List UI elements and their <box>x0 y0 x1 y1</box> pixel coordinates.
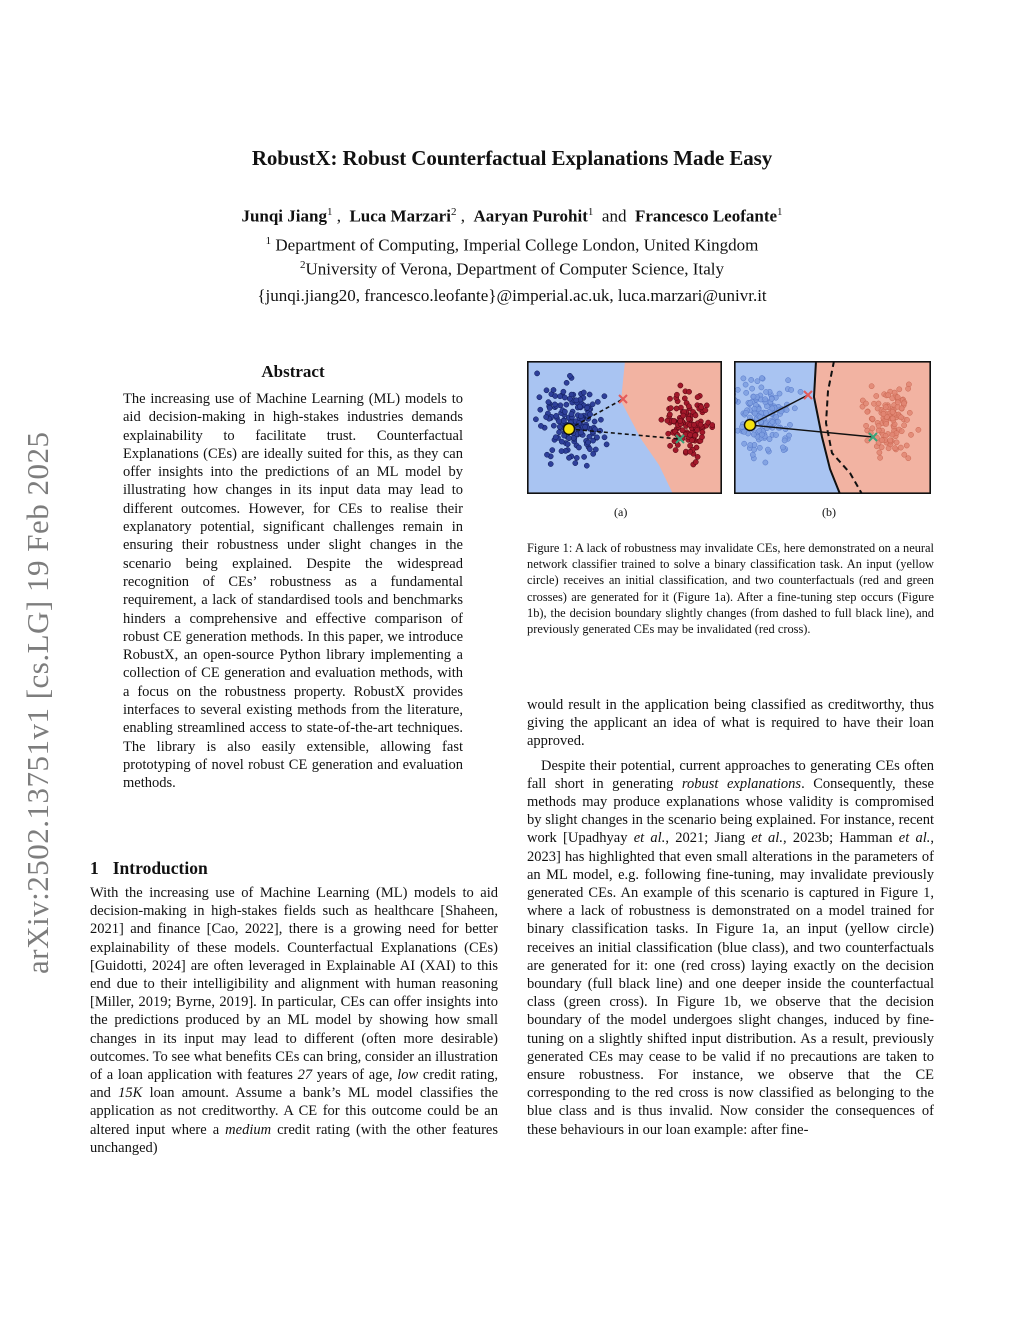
scatter-point <box>533 417 538 422</box>
scatter-point <box>587 447 592 452</box>
scatter-point <box>752 447 757 452</box>
scatter-point <box>574 398 579 403</box>
intro-medium: medium <box>225 1121 272 1138</box>
scatter-point <box>668 443 673 448</box>
et-al: et al. <box>751 830 783 847</box>
scatter-point <box>742 429 747 434</box>
scatter-point <box>668 406 673 411</box>
scatter-point <box>675 442 680 447</box>
scatter-point <box>673 448 678 453</box>
scatter-point <box>763 460 768 465</box>
scatter-point <box>786 378 791 383</box>
scatter-point <box>782 438 787 443</box>
scatter-point <box>538 423 543 428</box>
scatter-point <box>553 435 558 440</box>
scatter-point <box>544 414 549 419</box>
scatter-point <box>759 376 764 381</box>
scatter-point <box>562 395 567 400</box>
scatter-point <box>890 416 895 421</box>
scatter-point <box>877 450 882 455</box>
scatter-point <box>567 396 572 401</box>
author-affil-mark: 1 <box>587 206 594 218</box>
scatter-point <box>870 426 875 431</box>
scatter-point <box>695 454 700 459</box>
scatter-point <box>879 445 884 450</box>
scatter-point <box>770 406 775 411</box>
scatter-point <box>750 386 755 391</box>
scatter-point <box>907 410 912 415</box>
scatter-point <box>743 382 748 387</box>
author-separator: , <box>460 206 465 226</box>
input-point <box>564 424 575 435</box>
intro-rating: low <box>397 1067 419 1084</box>
scatter-point <box>693 459 698 464</box>
scatter-point <box>562 409 567 414</box>
scatter-point <box>544 452 549 457</box>
scatter-point <box>567 373 572 378</box>
scatter-point <box>876 401 881 406</box>
scatter-point <box>735 387 740 392</box>
scatter-point <box>553 393 558 398</box>
para-text: . Consequently, these methods may produce explanations whose validity is compromised by slight changes in the scenario being explained. For instance, recent work [Upadhyay <box>527 775 934 847</box>
affil-text: Department of Computing, Imperial College London, United Kingdom <box>271 235 759 255</box>
scatter-point <box>787 422 792 427</box>
intro-text: With the increasing use of Machine Learning (ML) models to aid decision-making in high-stakes fields such as healthcare [Shaheen, 2021] and finance [Cao, 2022], there is a growing need for better explainability of these models. Counterfactual Explanations (CEs) [Guidotti, 2024] are often leveraged in Explainable AI (XAI) to this end due to their intelligibility and alignment with human reasoning [Miller, 2019; Byrne, 2019]. In particular, CEs can offer insights into the predictions produced by an ML model by showing how small changes in its input may lead to different (often more desirable) outcomes. To see what benefits CEs can bring, consider an illustration of a loan application with features <box>90 885 498 1084</box>
scatter-point <box>757 445 762 450</box>
scatter-point <box>598 417 603 422</box>
scatter-point <box>698 422 703 427</box>
scatter-point <box>865 409 870 414</box>
scatter-point <box>594 435 599 440</box>
scatter-point <box>710 422 715 427</box>
et-al: et al. <box>633 830 666 847</box>
scatter-point <box>906 456 911 461</box>
scatter-point <box>538 407 543 412</box>
section-heading <box>90 858 208 879</box>
scatter-point <box>688 432 693 437</box>
scatter-point <box>773 432 778 437</box>
para-text: , 2021; Jiang <box>665 830 752 847</box>
paragraph-robustness <box>527 757 934 1139</box>
author-affil-mark: 1 <box>777 206 783 218</box>
scatter-point <box>564 380 569 385</box>
scatter-point <box>666 431 671 436</box>
author-name: Luca Marzari <box>349 206 451 226</box>
scatter-point <box>765 447 770 452</box>
scatter-point <box>678 383 683 388</box>
scatter-point <box>744 390 749 395</box>
scatter-point <box>557 424 562 429</box>
scatter-point <box>576 445 581 450</box>
intro-text: loan amount. Assume a bank’s ML model classifies the application as not creditworthy. A CE for this outcome could be an altered input where a <box>90 1085 498 1138</box>
scatter-point <box>565 442 570 447</box>
scatter-point <box>869 384 874 389</box>
scatter-point <box>566 436 571 441</box>
author-list <box>0 206 1024 227</box>
scatter-point <box>704 403 709 408</box>
scatter-point <box>749 377 754 382</box>
intro-text: credit rating, and <box>90 1067 498 1102</box>
abstract-text: The increasing use of Machine Learning (ML) models to aid decision-making in high-stakes industries demands explainability to facilitate trust. Counterfactual Explanations (CEs) are ideally suited for this, as they can offer insights into the predictions of an ML model by illustrating how changes in its input data may lead to different outcomes. However, for CEs to realise their explanatory potential, significant challenges remain in ensuring their robustness under slight changes in the scenario being explained. Despite the widespread recognition of CEs’ robustness as a fundamental requirement, a lack of standardised tools and benchmarks hinders a comprehensive and effective comparison of robust CE generation methods. In this paper, we introduce RobustX, an open-source Python library implementing a collection of CE generation and evaluation methods, with a focus on the robustness property. RobustX provides interfaces to several existing methods from the literature, enabling streamlined access to state-of-the-art techniques. The library is also easily extensible, allowing fast prototyping of novel robust CE generation and evaluation methods. <box>123 391 463 792</box>
author-name: Aaryan Purohit <box>473 206 588 226</box>
scatter-point <box>898 445 903 450</box>
paragraph-continued: would result in the application being classified as creditworthy, thus giving the applicant an idea of what is required to have their loan approved. <box>527 697 934 750</box>
scatter-point <box>890 409 895 414</box>
scatter-point <box>784 407 789 412</box>
scatter-point <box>667 396 672 401</box>
scatter-point <box>763 397 768 402</box>
scatter-point <box>888 438 893 443</box>
scatter-point <box>586 440 591 445</box>
scatter-point <box>577 404 582 409</box>
scatter-point <box>908 432 913 437</box>
scatter-point <box>593 447 598 452</box>
abstract-heading: Abstract <box>261 362 325 381</box>
scatter-point <box>556 419 561 424</box>
scatter-point <box>671 418 676 423</box>
figure-caption: Figure 1: A lack of robustness may invalidate CEs, here demonstrated on a neural network classifier trained to solve a binary classification task. An input (yellow circle) receives an initial classification, and two counterfactuals (red and green crosses) are generated for it (Figure 1a). After a fine-tuning step occurs (Figure 1b), the decision boundary slightly changes (from dashed to full black line), and previously generated CEs may be invalidated (red cross). <box>527 541 934 637</box>
scatter-point <box>775 419 780 424</box>
scatter-point <box>686 416 691 421</box>
scatter-point <box>870 416 875 421</box>
scatter-point <box>863 401 868 406</box>
scatter-point <box>681 413 686 418</box>
scatter-point <box>604 442 609 447</box>
subfigure-label-a: (a) <box>614 505 628 519</box>
arxiv-stamp <box>20 354 55 974</box>
scatter-point <box>901 401 906 406</box>
scatter-point <box>693 433 698 438</box>
scatter-point <box>551 423 556 428</box>
scatter-point <box>573 461 578 466</box>
scatter-point <box>876 423 881 428</box>
scatter-point <box>763 410 768 415</box>
scatter-point <box>699 435 704 440</box>
figure-1b-plot <box>734 361 931 494</box>
scatter-point <box>895 395 900 400</box>
scatter-point <box>559 439 564 444</box>
scatter-point <box>546 400 551 405</box>
scatter-point <box>906 386 911 391</box>
scatter-point <box>895 400 900 405</box>
author-emails: {junqi.jiang20, francesco.leofante}@imperial.ac.uk, luca.marzari@univr.it <box>257 286 767 305</box>
scatter-point <box>741 376 746 381</box>
scatter-point <box>602 394 607 399</box>
scatter-point <box>590 402 595 407</box>
scatter-point <box>780 445 785 450</box>
scatter-point <box>700 430 705 435</box>
scatter-point <box>789 387 794 392</box>
scatter-point <box>899 415 904 420</box>
scatter-point <box>874 393 879 398</box>
scatter-point <box>578 414 583 419</box>
scatter-point <box>894 440 899 445</box>
scatter-point <box>748 400 753 405</box>
scatter-point <box>659 417 664 422</box>
scatter-point <box>583 425 588 430</box>
scatter-point <box>559 449 564 454</box>
scatter-point <box>890 432 895 437</box>
scatter-point <box>551 387 556 392</box>
scatter-point <box>770 419 775 424</box>
scatter-point <box>777 391 782 396</box>
subfigure-label-b: (b) <box>822 505 836 519</box>
scatter-point <box>699 405 704 410</box>
scatter-point <box>751 432 756 437</box>
scatter-point <box>759 385 764 390</box>
scatter-point <box>588 412 593 417</box>
scatter-point <box>592 419 597 424</box>
para-emphasis: robust explanations <box>681 775 802 792</box>
scatter-point <box>582 454 587 459</box>
scatter-point <box>792 406 797 411</box>
paper-title: RobustX: Robust Counterfactual Explanations Made Easy <box>251 146 773 170</box>
scatter-point <box>883 405 888 410</box>
scatter-point <box>892 390 897 395</box>
scatter-point <box>689 438 694 443</box>
scatter-point <box>544 388 549 393</box>
para-text: , 2023b; Hamman <box>782 830 899 847</box>
scatter-point <box>558 394 563 399</box>
scatter-point <box>535 371 540 376</box>
author-separator: , <box>336 206 341 226</box>
scatter-point <box>537 395 542 400</box>
intro-amount: 15K <box>118 1085 143 1102</box>
figure-1a-plot <box>527 361 722 494</box>
scatter-point <box>884 421 889 426</box>
scatter-point <box>587 392 592 397</box>
section-title: Introduction <box>112 858 208 878</box>
scatter-point <box>904 443 909 448</box>
scatter-point <box>550 448 555 453</box>
scatter-point <box>554 413 559 418</box>
scatter-point <box>595 399 600 404</box>
scatter-point <box>574 455 579 460</box>
arxiv-id: arXiv:2502.13751v1 [cs.LG] 19 Feb 2025 <box>20 431 55 974</box>
scatter-point <box>742 441 747 446</box>
affil-mark: 1 <box>265 235 272 247</box>
scatter-point <box>667 412 672 417</box>
scatter-point <box>548 461 553 466</box>
scatter-point <box>748 442 753 447</box>
scatter-point <box>693 413 698 418</box>
author-name: Junqi Jiang <box>241 206 327 226</box>
scatter-point <box>759 432 764 437</box>
input-point <box>745 420 756 431</box>
scatter-point <box>892 446 897 451</box>
scatter-point <box>547 405 552 410</box>
scatter-point <box>755 379 760 384</box>
scatter-point <box>688 443 693 448</box>
scatter-point <box>899 429 904 434</box>
section-number: 1 <box>90 858 99 878</box>
scatter-point <box>879 438 884 443</box>
scatter-point <box>585 405 590 410</box>
scatter-point <box>916 427 921 432</box>
scatter-point <box>569 412 574 417</box>
scatter-point <box>752 406 757 411</box>
scatter-point <box>584 463 589 468</box>
author-affil-mark: 2 <box>450 206 457 218</box>
scatter-point <box>674 392 679 397</box>
scatter-point <box>678 418 683 423</box>
scatter-point <box>886 393 891 398</box>
author-and: and <box>601 206 627 226</box>
author-affil-mark: 1 <box>326 206 333 218</box>
scatter-point <box>878 455 883 460</box>
intro-text: years of age, <box>312 1067 398 1084</box>
scatter-point <box>695 427 700 432</box>
scatter-point <box>767 437 772 442</box>
scatter-point <box>743 410 748 415</box>
affil-text: University of Verona, Department of Computer Science, Italy <box>305 259 724 279</box>
scatter-point <box>875 406 880 411</box>
scatter-point <box>798 389 803 394</box>
scatter-point <box>764 389 769 394</box>
scatter-point <box>688 449 693 454</box>
scatter-point <box>695 395 700 400</box>
affiliation-1 <box>0 235 1024 256</box>
scatter-point <box>864 423 869 428</box>
scatter-point <box>564 402 569 407</box>
scatter-point <box>769 396 774 401</box>
scatter-point <box>735 428 740 433</box>
scatter-point <box>552 402 557 407</box>
intro-paragraph <box>90 884 498 1157</box>
et-al: et al. <box>898 830 931 847</box>
affiliation-2 <box>0 259 1024 280</box>
intro-age: 27 <box>297 1067 313 1084</box>
scatter-point <box>561 389 566 394</box>
scatter-point <box>566 455 571 460</box>
scatter-point <box>897 387 902 392</box>
affil-mark: 2 <box>300 259 306 271</box>
scatter-point <box>587 434 592 439</box>
scatter-point <box>581 390 586 395</box>
scatter-point <box>899 406 904 411</box>
scatter-point <box>752 411 757 416</box>
author-name: Francesco Leofante <box>634 206 778 226</box>
para-text: Despite their potential, current approaches to generating CEs often fall short in generating <box>527 757 934 792</box>
scatter-point <box>687 389 692 394</box>
right-column-text <box>527 696 934 1139</box>
para-text: , 2023] has highlighted that even small alterations in the parameters of an ML model, e.g. following fine-tuning, may invalidate previously generated CEs. An example of this scenario is captured in Figure 1, where a lack of robustness is demonstrated on a model trained for binary classification tasks. In Figure 1a, an input (yellow circle) receives an initial classification (blue class), and two counterfactuals are generated for it: one (red cross) laying exactly on the decision boundary (full black line) and one deeper inside the counterfactual class (green cross). In Figure 1b, we observe that the decision boundary of the model undergoes slight changes, induced by fine-tuning on a slightly shifted input distribution. As a result, previously generated CEs may cease to be valid if no precautions are taken to ensure robustness. For instance, we observe that the CE corresponding to the red cross is now classified as belonging to the blue class and is thus invalid. Now consider the consequences of these behaviours in our loan example: after fine- <box>527 830 935 1138</box>
scatter-point <box>751 394 756 399</box>
scatter-point <box>750 452 755 457</box>
intro-text: credit rating (with the other features unchanged) <box>90 1121 498 1156</box>
scatter-point <box>904 417 909 422</box>
scatter-point <box>602 435 607 440</box>
scatter-point <box>686 404 691 409</box>
scatter-point <box>881 411 886 416</box>
scatter-point <box>691 422 696 427</box>
scatter-point <box>674 406 679 411</box>
scatter-point <box>902 423 907 428</box>
